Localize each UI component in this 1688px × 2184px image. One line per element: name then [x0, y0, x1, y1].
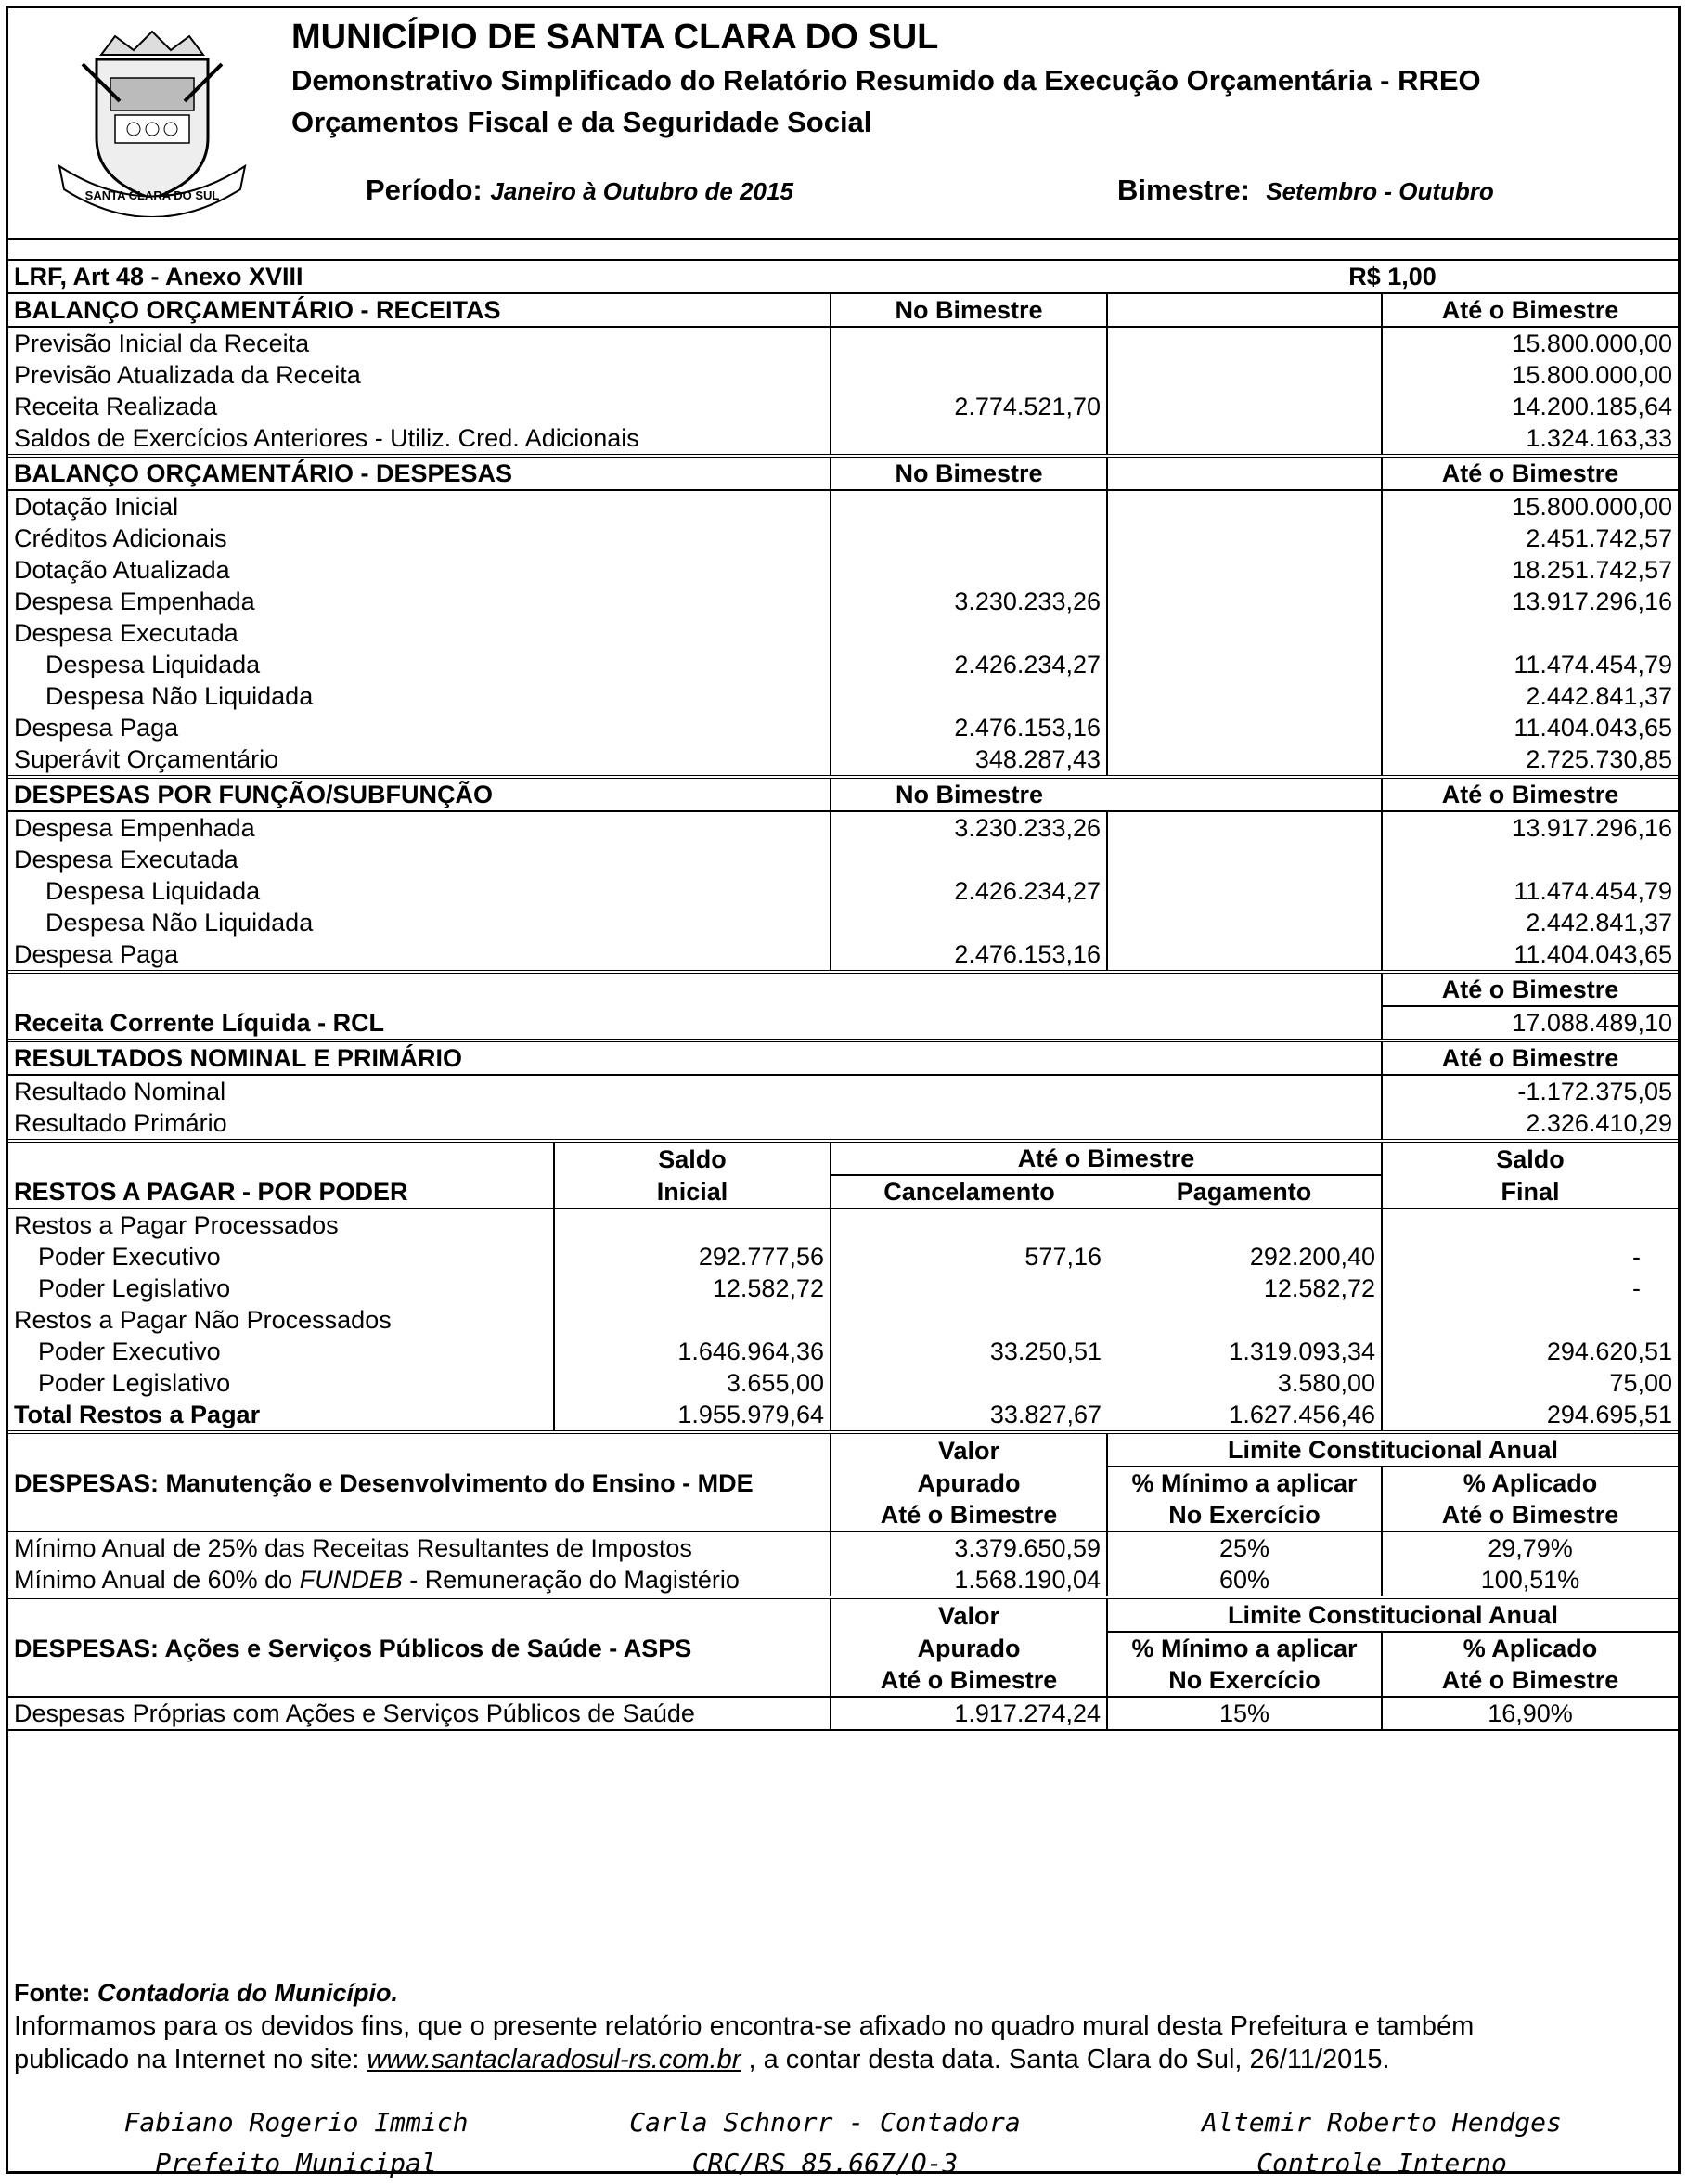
table-row: Despesa Liquidada 2.426.234,27 11.474.454,79	[8, 875, 1678, 907]
table-row: Superávit Orçamentário 348.287,43 2.725.730,85	[8, 743, 1678, 777]
period: Período: Janeiro à Outubro de 2015	[366, 174, 793, 206]
resultados-header: RESULTADOS NOMINAL E PRIMÁRIO Até o Bimestre	[8, 1040, 1678, 1075]
report-footer	[14, 1976, 1666, 2076]
restos-row: Poder Legislativo 3.655,00 3.580,00 75,00	[8, 1367, 1678, 1399]
table-row: Despesa Não Liquidada 2.442.841,37	[8, 907, 1678, 938]
report-frame	[6, 6, 1681, 2178]
asps-header-1: Valor Limite Constitucional Anual	[8, 1597, 1678, 1632]
asps-row: Despesas Próprias com Ações e Serviços Públicos de Saúde 1.917.274,24 15% 16,90%	[8, 1697, 1678, 1730]
report-table	[8, 259, 1678, 1731]
report-header	[8, 8, 1678, 240]
rcl-row: Receita Corrente Líquida - RCL 17.088.489,10	[8, 1006, 1678, 1040]
table-row: Despesa Paga 2.476.153,16 11.404.043,65	[8, 938, 1678, 972]
restos-group-processados: Restos a Pagar Processados	[8, 1208, 1678, 1241]
asps-header-2: DESPESAS: Ações e Serviços Públicos de Saúde - ASPS Apurado % Mínimo a aplicar % Aplicado	[8, 1632, 1678, 1664]
page-subtitle: Demonstrativo Simplificado do Relatório Resumido da Execução Orçamentária - RREO	[291, 64, 1481, 97]
resultado-primario-row: Resultado Primário 2.326.410,29	[8, 1107, 1678, 1141]
table-row: Despesa Paga 2.476.153,16 11.404.043,65	[8, 712, 1678, 743]
rcl-header: Até o Bimestre	[8, 972, 1678, 1006]
table-row: Despesa Executada	[8, 844, 1678, 875]
page-title: MUNICÍPIO DE SANTA CLARA DO SUL	[291, 18, 939, 57]
despesas-header: BALANÇO ORÇAMENTÁRIO - DESPESAS No Bimestre Até o Bimestre	[8, 456, 1678, 490]
svg-text:SANTA CLARA DO SUL: SANTA CLARA DO SUL	[84, 188, 220, 202]
signature-prefeito: Fabiano Rogerio Immich Prefeito Municipal	[123, 2107, 469, 2178]
asps-header-3: Até o Bimestre No Exercício Até o Bimestre	[8, 1664, 1678, 1697]
bimester: Bimestre: Setembro - Outubro	[1117, 174, 1494, 206]
receitas-rows	[8, 327, 1678, 456]
mde-row-impostos: Mínimo Anual de 25% das Receitas Resultantes de Impostos 3.379.650,59 25% 29,79%	[8, 1531, 1678, 1564]
mde-row-fundeb: Mínimo Anual de 60% do FUNDEB - Remuneração do Magistério 1.568.190,04 60% 100,51%	[8, 1564, 1678, 1597]
funcao-rows	[8, 811, 1678, 972]
table-row: Despesa Liquidada 2.426.234,27 11.474.454,79	[8, 649, 1678, 680]
table-row: Despesa Empenhada 3.230.233,26 13.917.296,16	[8, 811, 1678, 844]
mde-header-1: Valor Limite Constitucional Anual	[8, 1432, 1678, 1467]
mde-header-3: Até o Bimestre No Exercício Até o Bimestre	[8, 1499, 1678, 1531]
table-row: Dotação Inicial 15.800.000,00	[8, 490, 1678, 523]
table-row: Despesa Empenhada 3.230.233,26 13.917.296,16	[8, 586, 1678, 617]
table-row: Despesa Executada	[8, 617, 1678, 649]
signature-controle: Altemir Roberto Hendges Controle Interno	[1202, 2107, 1562, 2178]
resultado-nominal-row: Resultado Nominal -1.172.375,05	[8, 1075, 1678, 1107]
table-row: Previsão Inicial da Receita 15.800.000,00	[8, 327, 1678, 359]
signature-contadora: Carla Schnorr - Contadora CRC/RS 85.667/O-3	[629, 2107, 1021, 2178]
despesas-rows	[8, 490, 1678, 777]
restos-header-1: Saldo Até o Bimestre Saldo	[8, 1141, 1678, 1175]
municipal-crest-icon	[45, 27, 259, 217]
website-link[interactable]: www.santaclaradosul-rs.com.br	[367, 2045, 741, 2074]
funcao-header: DESPESAS POR FUNÇÃO/SUBFUNÇÃO No Bimestre Até o Bimestre	[8, 777, 1678, 811]
table-row: Despesa Não Liquidada 2.442.841,37	[8, 680, 1678, 712]
table-row: Previsão Atualizada da Receita 15.800.000,00	[8, 359, 1678, 391]
fonte: Fonte: Contadoria do Município.	[14, 1979, 398, 2007]
restos-total-row: Total Restos a Pagar 1.955.979,64 33.827,67 1.627.456,46 294.695,51	[8, 1399, 1678, 1432]
restos-header-2: RESTOS A PAGAR - POR PODER Inicial Cancelamento Pagamento Final	[8, 1175, 1678, 1208]
table-row: Receita Realizada 2.774.521,70 14.200.185,64	[8, 391, 1678, 422]
table-row: Saldos de Exercícios Anteriores - Utiliz. Cred. Adicionais 1.324.163,33	[8, 422, 1678, 456]
footer-note-line1: Informamos para os devidos fins, que o presente relatório encontra-se afixado no quadro mural desta Prefeitura e também	[14, 2011, 1475, 2041]
table-row: Dotação Atualizada 18.251.742,57	[8, 554, 1678, 586]
restos-group-nao-processados: Restos a Pagar Não Processados	[8, 1304, 1678, 1336]
mde-header-2: DESPESAS: Manutenção e Desenvolvimento do Ensino - MDE Apurado % Mínimo a aplicar % Aplicado	[8, 1467, 1678, 1499]
restos-row: Poder Executivo 292.777,56 577,16 292.200,40 -	[8, 1241, 1678, 1273]
top-row: LRF, Art 48 - Anexo XVIII R$ 1,00	[8, 260, 1678, 293]
receitas-header: BALANÇO ORÇAMENTÁRIO - RECEITAS No Bimestre Até o Bimestre	[8, 293, 1678, 327]
restos-row: Poder Executivo 1.646.964,36 33.250,51 1.319.093,34 294.620,51	[8, 1336, 1678, 1367]
restos-row: Poder Legislativo 12.582,72 12.582,72 -	[8, 1273, 1678, 1304]
page-subtitle-2: Orçamentos Fiscal e da Seguridade Social	[291, 106, 872, 138]
footer-note-line2: publicado na Internet no site: www.santaclaradosul-rs.com.br , a contar desta data. Santa Clara do Sul, 26/11/2015.	[14, 2045, 1390, 2074]
table-row: Créditos Adicionais 2.451.742,57	[8, 523, 1678, 554]
